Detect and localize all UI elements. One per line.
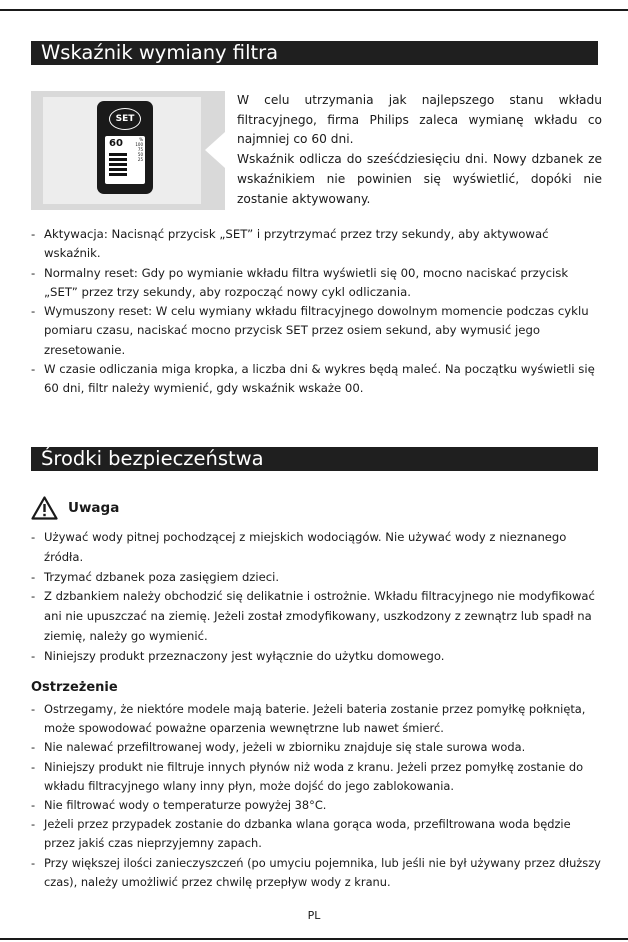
list-item: - W czasie odliczania miga kropka, a liczba dni & wykres będą maleć. Na początku wyświetli się 60 dni, filtr należy wymienić, gdy wskaźnik wskaże 00. — [31, 360, 601, 399]
display-scale: % 100 75 50 25 — [135, 137, 143, 162]
page-language-label: PL — [307, 909, 321, 922]
section-header-safety — [31, 447, 598, 471]
list-item: - Jeżeli przez przypadek zostanie do dzbanka wlana gorąca woda, przefiltrowana woda będzie przez jakiś czas nieprzyjemny zapach. — [31, 815, 601, 853]
warning-list — [31, 700, 601, 892]
list-item: - Niniejszy produkt nie filtruje innych płynów niż woda z kranu. Jeżeli przez pomyłkę zostanie do wkładu filtracyjnego wlany inny płyn, może dojść do jego zablokowania. — [31, 758, 601, 796]
caution-label: Uwaga — [68, 500, 120, 516]
set-button-icon: SET — [109, 108, 141, 130]
filter-indicator-device — [97, 101, 153, 194]
intro-paragraph: Wskaźnik odlicza do sześćdziesięciu dni. Nowy dzbanek ze wskaźnikiem nie powinien się wyświetlić, dopóki nie zostanie aktywowany. — [237, 152, 602, 206]
section-title: Środki bezpieczeństwa — [41, 447, 264, 470]
list-item: - Nie filtrować wody o temperaturze powyżej 38°C. — [31, 796, 601, 815]
list-item: - Nie nalewać przefiltrowanej wody, jeżeli w zbiorniku znajduje się stale surowa woda. — [31, 738, 601, 757]
display-days-value: 60 — [109, 138, 123, 149]
warning-triangle-icon — [31, 496, 58, 520]
intro-paragraph: W celu utrzymania jak najlepszego stanu wkładu filtracyjnego, firma Philips zaleca wymianę wkładu co najmniej co 60 dni. — [237, 93, 602, 147]
list-item: - Wymuszony reset: W celu wymiany wkładu filtracyjnego dowolnym momencie podczas cyklu pomiaru czasu, naciskać mocno przycisk SET przez osiem sekund, aby wymusić jego zresetowanie. — [31, 302, 601, 360]
list-item: - Używać wody pitnej pochodzącej z miejskich wodociągów. Nie używać wody z nieznanego źródła. — [31, 528, 601, 568]
section-header-filter-indicator — [31, 41, 598, 65]
list-item: - Przy większej ilości zanieczyszczeń (po umyciu pojemnika, lub jeśli nie był używany przez dłuższy czas), należy umożliwić przez chwilę przepływ wody z kranu. — [31, 854, 601, 892]
section-title: Wskaźnik wymiany filtra — [41, 41, 279, 64]
list-item: - Trzymać dzbanek poza zasięgiem dzieci. — [31, 568, 601, 588]
top-rule — [0, 9, 628, 11]
display-bar-graph-icon — [109, 153, 127, 178]
indicator-display — [105, 136, 145, 184]
caution-list — [31, 528, 601, 667]
warning-heading: Ostrzeżenie — [31, 680, 118, 695]
list-item: - Niniejszy produkt przeznaczony jest wyłącznie do użytku domowego. — [31, 647, 601, 667]
list-item: - Normalny reset: Gdy po wymianie wkładu filtra wyświetli się 00, mocno naciskać przycisk „SET” przez trzy sekundy, aby rozpocząć nowy cykl odliczania. — [31, 264, 601, 303]
bottom-rule — [0, 938, 628, 940]
list-item: - Aktywacja: Nacisnąć przycisk „SET” i przytrzymać przez trzy sekundy, aby aktywować wskaźnik. — [31, 225, 601, 264]
list-item: - Ostrzegamy, że niektóre modele mają baterie. Jeżeli bateria zostanie przez pomyłkę połknięta, może spowodować poważne oparzenia wewnętrzne lub nawet śmierć. — [31, 700, 601, 738]
intro-text — [237, 91, 602, 209]
callout-notch — [205, 132, 225, 168]
indicator-instructions-list — [31, 225, 601, 399]
list-item: - Z dzbankiem należy obchodzić się delikatnie i ostrożnie. Wkładu filtracyjnego nie modyfikować ani nie upuszczać na ziemię. Jeżeli został zmodyfikowany, uszkodzony z zewnątrz lub spadł na ziemię, należy go wymienić. — [31, 587, 601, 646]
